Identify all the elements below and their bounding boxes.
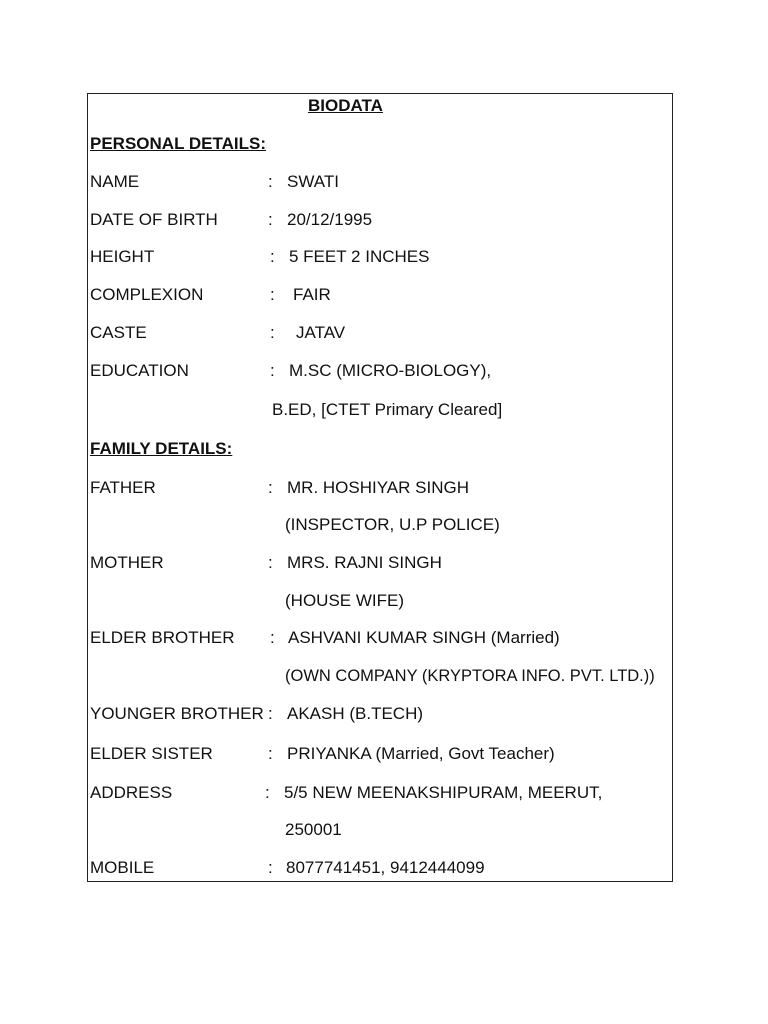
mother-colon: : bbox=[268, 553, 273, 572]
mobile-colon: : bbox=[268, 858, 273, 877]
dob-value: 20/12/1995 bbox=[287, 210, 373, 229]
name-label: NAME bbox=[90, 172, 140, 191]
personal-details-heading: PERSONAL DETAILS: bbox=[90, 134, 266, 153]
education-value-line2: B.ED, [CTET Primary Cleared] bbox=[272, 400, 503, 419]
family-details-heading: FAMILY DETAILS: bbox=[90, 439, 233, 458]
address-label: ADDRESS bbox=[90, 783, 173, 802]
education-label: EDUCATION bbox=[90, 361, 189, 380]
elder-brother-value-line1: ASHVANI KUMAR SINGH (Married) bbox=[288, 628, 560, 647]
height-value: 5 FEET 2 INCHES bbox=[289, 247, 430, 266]
height-label: HEIGHT bbox=[90, 247, 155, 266]
height-colon: : bbox=[270, 247, 275, 266]
elder-sister-value: PRIYANKA (Married, Govt Teacher) bbox=[287, 744, 555, 763]
education-colon: : bbox=[270, 361, 275, 380]
mother-label: MOTHER bbox=[90, 553, 164, 572]
dob-label: DATE OF BIRTH bbox=[90, 210, 218, 229]
complexion-value: FAIR bbox=[293, 285, 331, 304]
education-value-line1: M.SC (MICRO-BIOLOGY), bbox=[289, 361, 492, 380]
younger-brother-label: YOUNGER BROTHER bbox=[90, 704, 264, 723]
name-value: SWATI bbox=[287, 172, 339, 191]
elder-brother-colon: : bbox=[270, 628, 275, 647]
elder-sister-colon: : bbox=[268, 744, 273, 763]
father-value-line2: (INSPECTOR, U.P POLICE) bbox=[285, 515, 500, 534]
name-colon: : bbox=[268, 172, 273, 191]
mobile-label: MOBILE bbox=[90, 858, 155, 877]
page-title: BIODATA bbox=[308, 96, 383, 115]
caste-value: JATAV bbox=[296, 323, 346, 342]
mother-value-line1: MRS. RAJNI SINGH bbox=[287, 553, 442, 572]
complexion-label: COMPLEXION bbox=[90, 285, 204, 304]
complexion-colon: : bbox=[270, 285, 275, 304]
address-value-line2: 250001 bbox=[285, 820, 342, 839]
younger-brother-colon: : bbox=[268, 704, 273, 723]
elder-sister-label: ELDER SISTER bbox=[90, 744, 213, 763]
caste-label: CASTE bbox=[90, 323, 147, 342]
father-value-line1: MR. HOSHIYAR SINGH bbox=[287, 478, 469, 497]
mobile-value: 8077741451, 9412444099 bbox=[286, 858, 485, 877]
elder-brother-label: ELDER BROTHER bbox=[90, 628, 235, 647]
younger-brother-value: AKASH (B.TECH) bbox=[287, 704, 424, 723]
caste-colon: : bbox=[270, 323, 275, 342]
father-colon: : bbox=[268, 478, 273, 497]
address-colon: : bbox=[265, 783, 270, 802]
mother-value-line2: (HOUSE WIFE) bbox=[285, 591, 404, 610]
address-value-line1: 5/5 NEW MEENAKSHIPURAM, MEERUT, bbox=[284, 783, 603, 802]
father-label: FATHER bbox=[90, 478, 156, 497]
elder-brother-value-line2: (OWN COMPANY (KRYPTORA INFO. PVT. LTD.)) bbox=[285, 667, 655, 685]
dob-colon: : bbox=[268, 210, 273, 229]
